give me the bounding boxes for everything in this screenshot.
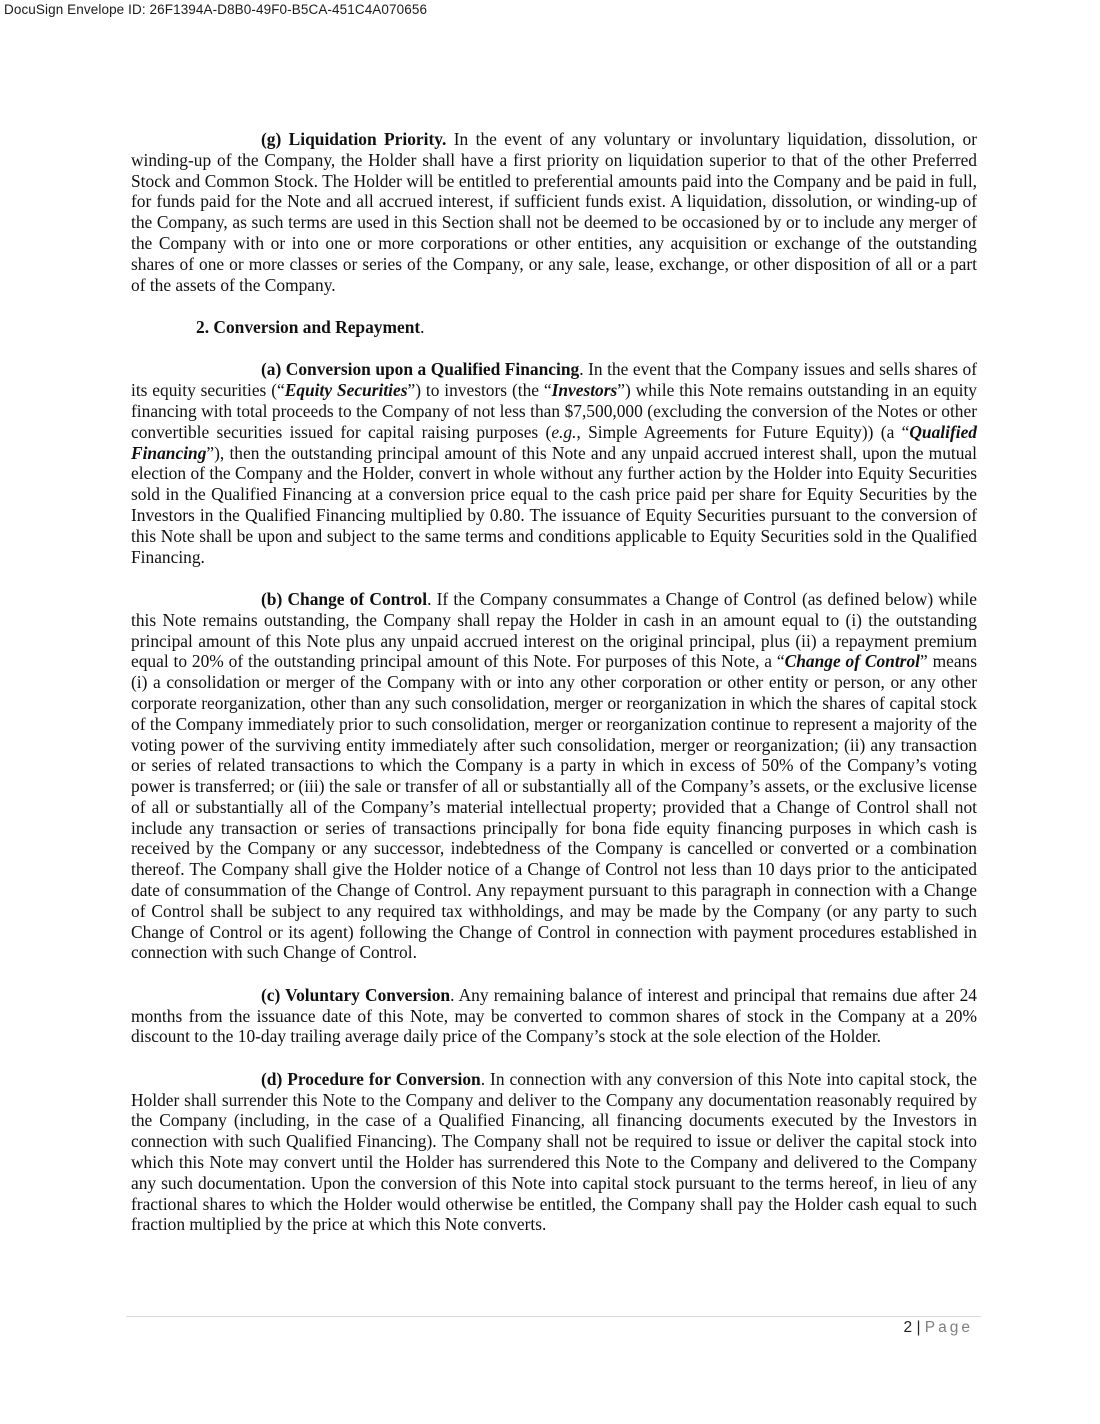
text-change-of-control-1: . If the Company consummates a Change of Control (as defined below) while this Note remains outstanding, the Company shall repay the Holder in cash in an amount equal to (i) the outstanding principal amount of this Note plus any unpaid accrued interest on the original principal, plus (ii) a repayment premium equal to 20% of the outstanding principal amount of this Note. For purposes of this Note, a “ xyxy=(131,588,977,672)
page-number-value: 2 xyxy=(903,1319,913,1336)
page-word: Page xyxy=(924,1319,973,1336)
text-qualified-financing-2: ”) to investors (the “ xyxy=(407,380,552,401)
paragraph-change-of-control xyxy=(131,589,977,963)
paragraph-procedure-for-conversion xyxy=(131,1069,977,1235)
defined-term-change-of-control: Change of Control xyxy=(784,651,920,672)
document-body xyxy=(131,129,977,1257)
footer-divider xyxy=(126,1316,981,1317)
heading-conversion-repayment-suffix: . xyxy=(420,316,425,337)
text-qualified-financing-3: ”) while this Note remains outstanding in an equity financing with total proceeds to the Company of not less than $7,500,000 (excluding the conversion of the Notes or other convertible securities issued for capital raising purposes ( xyxy=(131,380,977,442)
heading-voluntary-conversion: (c) Voluntary Conversion xyxy=(261,984,451,1005)
heading-change-of-control: (b) Change of Control xyxy=(261,588,428,609)
heading-liquidation-priority: (g) Liquidation Priority. xyxy=(261,129,447,149)
text-change-of-control-2: ” means (i) a consolidation or merger of the Company with or into any other corporation or other entity or person, or any other corporate reorganization, other than any such consolidation, merger or reorganization in which the shares of capital stock of the Company immediately prior to such consolidation, merger or reorganization continue to represent a majority of the voting power of the surviving entity immediately after such consolidation, merger or reorganization; (ii) any transaction or series of related transactions to which the Company is a party in which in excess of 50% of the Company’s voting power is transferred; or (iii) the sale or transfer of all or substantially all of the Company’s assets, or the exclusive license of all or substantially all of the Company’s material intellectual property; provided that a Change of Control shall not include any transaction or series of transactions principally for bona fide equity financing purposes in which cash is received by the Company or any successor, indebtedness of the Company is cancelled or converted or a combination thereof. The Company shall give the Holder notice of a Change of Control not less than 10 days prior to the anticipated date of consummation of the Change of Control. Any repayment pursuant to this paragraph in connection with a Change of Control shall be subject to any required tax withholdings, and may be made by the Company (or any party to such Change of Control or its agent) following the Change of Control in connection with payment procedures established in connection with such Change of Control. xyxy=(131,651,977,963)
paragraph-voluntary-conversion xyxy=(131,985,977,1047)
defined-term-equity-securities: Equity Securities xyxy=(284,380,408,401)
page-number xyxy=(904,1319,973,1337)
heading-conversion-repayment: 2. Conversion and Repayment xyxy=(196,316,421,337)
text-procedure-for-conversion: . In connection with any conversion of this Note into capital stock, the Holder shall surrender this Note to the Company and deliver to the Company any documentation reasonably required by the Company (including, in the case of a Qualified Financing, all financing documents executed by the Investors in connection with such Qualified Financing). The Company shall not be required to issue or deliver the capital stock into which this Note may convert until the Holder has surrendered this Note to the Company and delivered to the Company any such documentation. Upon the conversion of this Note into capital stock pursuant to the terms hereof, in lieu of any fractional shares to which the Holder would otherwise be entitled, the Company shall pay the Holder cash equal to such fraction multiplied by the price at which this Note converts. xyxy=(131,1068,978,1235)
section-conversion-repayment xyxy=(131,317,977,338)
text-voluntary-conversion: . Any remaining balance of interest and principal that remains due after 24 months from the issuance date of this Note, may be converted to common shares of stock in the Company at a 20% discount to the 10-day trailing average daily price of the Company’s stock at the sole election of the Holder. xyxy=(131,984,977,1047)
docusign-envelope-id: DocuSign Envelope ID: 26F1394A-D8B0-49F0-B5CA-451C4A070656 xyxy=(4,2,428,17)
defined-term-qualified-financing: Qualified Financing xyxy=(131,421,977,463)
heading-procedure-for-conversion: (d) Procedure for Conversion xyxy=(261,1068,481,1089)
paragraph-qualified-financing xyxy=(131,359,977,567)
text-qualified-financing-1: . In the event that the Company issues and sells shares of its equity securities (“ xyxy=(131,359,977,401)
text-qualified-financing-5: ”), then the outstanding principal amount of this Note and any unpaid accrued interest shall, upon the mutual election of the Company and the Holder, convert in whole without any further action by the Holder into Equity Securities sold in the Qualified Financing at a conversion price equal to the cash price paid per share for Equity Securities by the Investors in the Qualified Financing multiplied by 0.80. The issuance of Equity Securities pursuant to the conversion of this Note shall be upon and subject to the same terms and conditions applicable to Equity Securities sold in the Qualified Financing. xyxy=(131,442,977,567)
heading-qualified-financing: (a) Conversion upon a Qualified Financing xyxy=(261,359,580,380)
text-liquidation-priority: In the event of any voluntary or involuntary liquidation, dissolution, or winding-up of the Company, the Holder shall have a first priority on liquidation superior to that of the other Preferred Stock and Common Stock. The Holder will be entitled to preferential amounts paid into the Company and be paid in full, for funds paid for the Note and all accrued interest, if sufficient funds exist. A liquidation, dissolution, or winding-up of the Company, as such terms are used in this Section shall not be deemed to be occasioned by or to include any merger of the Company with or into one or more corporations or other entities, any acquisition or exchange of the outstanding shares of one or more classes or series of the Company, or any sale, lease, exchange, or other disposition of all or a part of the assets of the Company. xyxy=(131,129,977,295)
paragraph-liquidation-priority xyxy=(131,129,977,295)
page-number-separator: | xyxy=(912,1319,925,1336)
text-qualified-financing-4: , Simple Agreements for Future Equity)) (a “ xyxy=(576,421,910,442)
defined-term-investors: Investors xyxy=(551,380,618,401)
text-eg: e.g. xyxy=(551,421,577,442)
